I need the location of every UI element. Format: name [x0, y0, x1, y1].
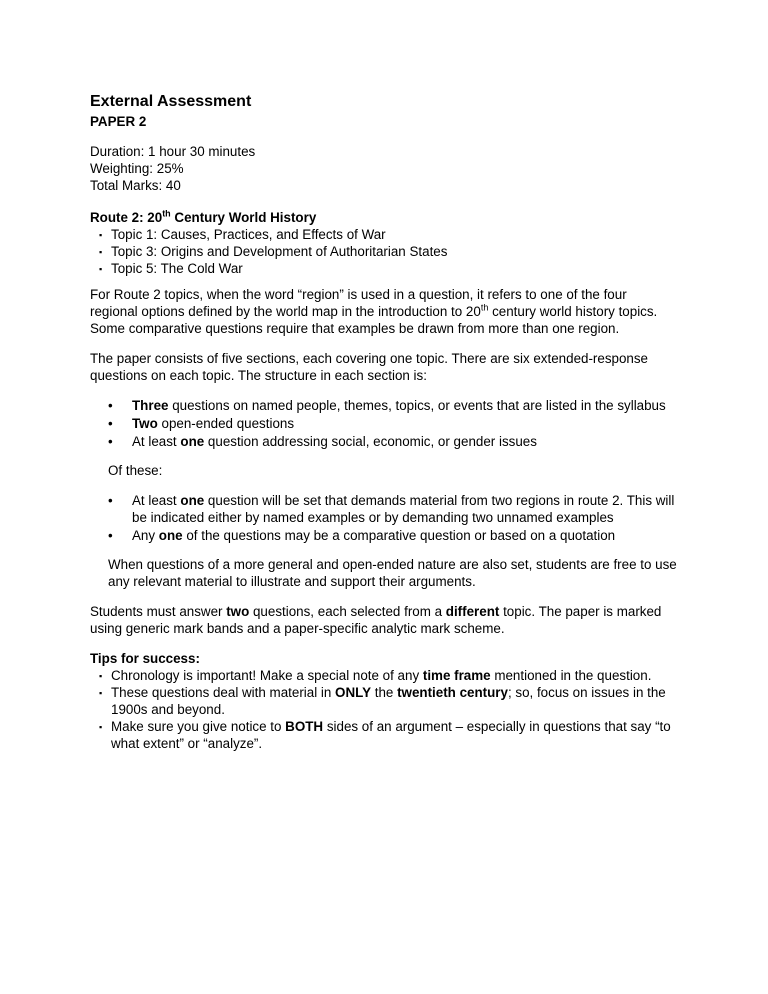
list-text: questions on named people, themes, topics, or events that are listed in the syllabus — [168, 398, 666, 413]
route-heading-sup: th — [162, 208, 171, 219]
tip-text: ; so, focus on issues in the 1900s and beyond. — [111, 685, 666, 717]
region-paragraph — [90, 286, 678, 337]
topic-text: Topic 1: Causes, Practices, and Effects of War — [111, 227, 386, 242]
of-these-list — [90, 492, 678, 544]
bullet-icon: • — [108, 493, 113, 508]
topic-text: Topic 5: The Cold War — [111, 261, 243, 276]
tips-list — [90, 667, 678, 752]
list-item — [99, 718, 678, 752]
tip-text: Chronology is important! Make a special note of any — [111, 668, 423, 683]
route-heading — [90, 209, 678, 226]
list-item — [99, 243, 678, 260]
list-text: question addressing social, economic, or gender issues — [204, 434, 537, 449]
topic-text: Topic 3: Origins and Development of Authoritarian States — [111, 244, 448, 259]
paragraph-text: questions, each selected from a — [249, 604, 446, 619]
tip-text: the — [371, 685, 398, 700]
list-text: At least — [132, 493, 181, 508]
list-text: At least — [132, 434, 181, 449]
paragraph-text: For Route 2 topics, when the word “region” is used in a question, it refers to one of the four regional options defined by the world map in the introduction to 20 — [90, 287, 627, 319]
bold-text: BOTH — [285, 719, 324, 734]
weighting-text: Weighting: 25% — [90, 161, 184, 176]
list-item — [108, 397, 678, 414]
square-bullet-icon: ▪ — [99, 230, 103, 240]
list-text: open-ended questions — [157, 416, 295, 431]
bold-text: ONLY — [335, 685, 372, 700]
list-item — [108, 415, 678, 432]
list-text: Any — [132, 528, 159, 543]
bullet-icon: • — [108, 434, 113, 449]
superscript: th — [480, 302, 489, 313]
exam-meta — [90, 143, 678, 194]
of-these-label: Of these: — [108, 463, 163, 478]
duration-text: Duration: 1 hour 30 minutes — [90, 144, 256, 159]
list-item — [108, 527, 678, 544]
structure-paragraph: The paper consists of five sections, each covering one topic. There are six extended-response questions on each topic. The structure in each section is: — [90, 351, 649, 383]
list-item — [99, 226, 678, 243]
list-item — [99, 667, 678, 684]
bold-text: Three — [132, 398, 169, 413]
bullet-icon: • — [108, 528, 113, 543]
total-marks-text: Total Marks: 40 — [90, 178, 181, 193]
square-bullet-icon: ▪ — [99, 722, 103, 732]
list-text: question will be set that demands material from two regions in route 2. This will be indicated either by named examples or by demanding two unnamed examples — [132, 493, 675, 525]
tip-text: Make sure you give notice to — [111, 719, 286, 734]
square-bullet-icon: ▪ — [99, 688, 103, 698]
list-item — [108, 492, 678, 526]
paper-heading: PAPER 2 — [90, 114, 147, 129]
bold-text: one — [180, 493, 205, 508]
paragraph-text: century world history topics. Some comparative questions require that examples be drawn from more than one region. — [90, 304, 658, 336]
list-item — [99, 684, 678, 718]
square-bullet-icon: ▪ — [99, 264, 103, 274]
topic-list — [90, 226, 678, 277]
general-paragraph: When questions of a more general and open-ended nature are also set, students are free to use any relevant material to illustrate and support their arguments. — [108, 557, 677, 589]
route-heading-text: Route 2: 20 — [90, 210, 163, 225]
bold-text: two — [226, 604, 250, 619]
square-bullet-icon: ▪ — [99, 671, 103, 681]
tips-heading: Tips for success: — [90, 651, 200, 666]
bold-text: one — [158, 528, 183, 543]
route-heading-text-end: Century World History — [170, 210, 317, 225]
bullet-icon: • — [108, 398, 113, 413]
document-title: External Assessment — [90, 93, 252, 110]
list-item — [99, 260, 678, 277]
list-text: of the questions may be a comparative question or based on a quotation — [182, 528, 616, 543]
list-item — [108, 433, 678, 450]
structure-list — [90, 397, 678, 450]
paragraph-text: topic. The paper is marked using generic mark bands and a paper-specific analytic mark scheme. — [90, 604, 662, 636]
tip-text: These questions deal with material in — [111, 685, 336, 700]
bold-text: time frame — [422, 668, 491, 683]
bold-text: Two — [132, 416, 158, 431]
answer-paragraph — [90, 603, 678, 637]
bullet-icon: • — [108, 416, 113, 431]
tip-text: mentioned in the question. — [490, 668, 652, 683]
bold-text: twentieth century — [397, 685, 508, 700]
bold-text: different — [445, 604, 500, 619]
paragraph-text: Students must answer — [90, 604, 227, 619]
bold-text: one — [180, 434, 205, 449]
square-bullet-icon: ▪ — [99, 247, 103, 257]
tip-text: sides of an argument – especially in questions that say “to what extent” or “analyze”. — [111, 719, 671, 751]
